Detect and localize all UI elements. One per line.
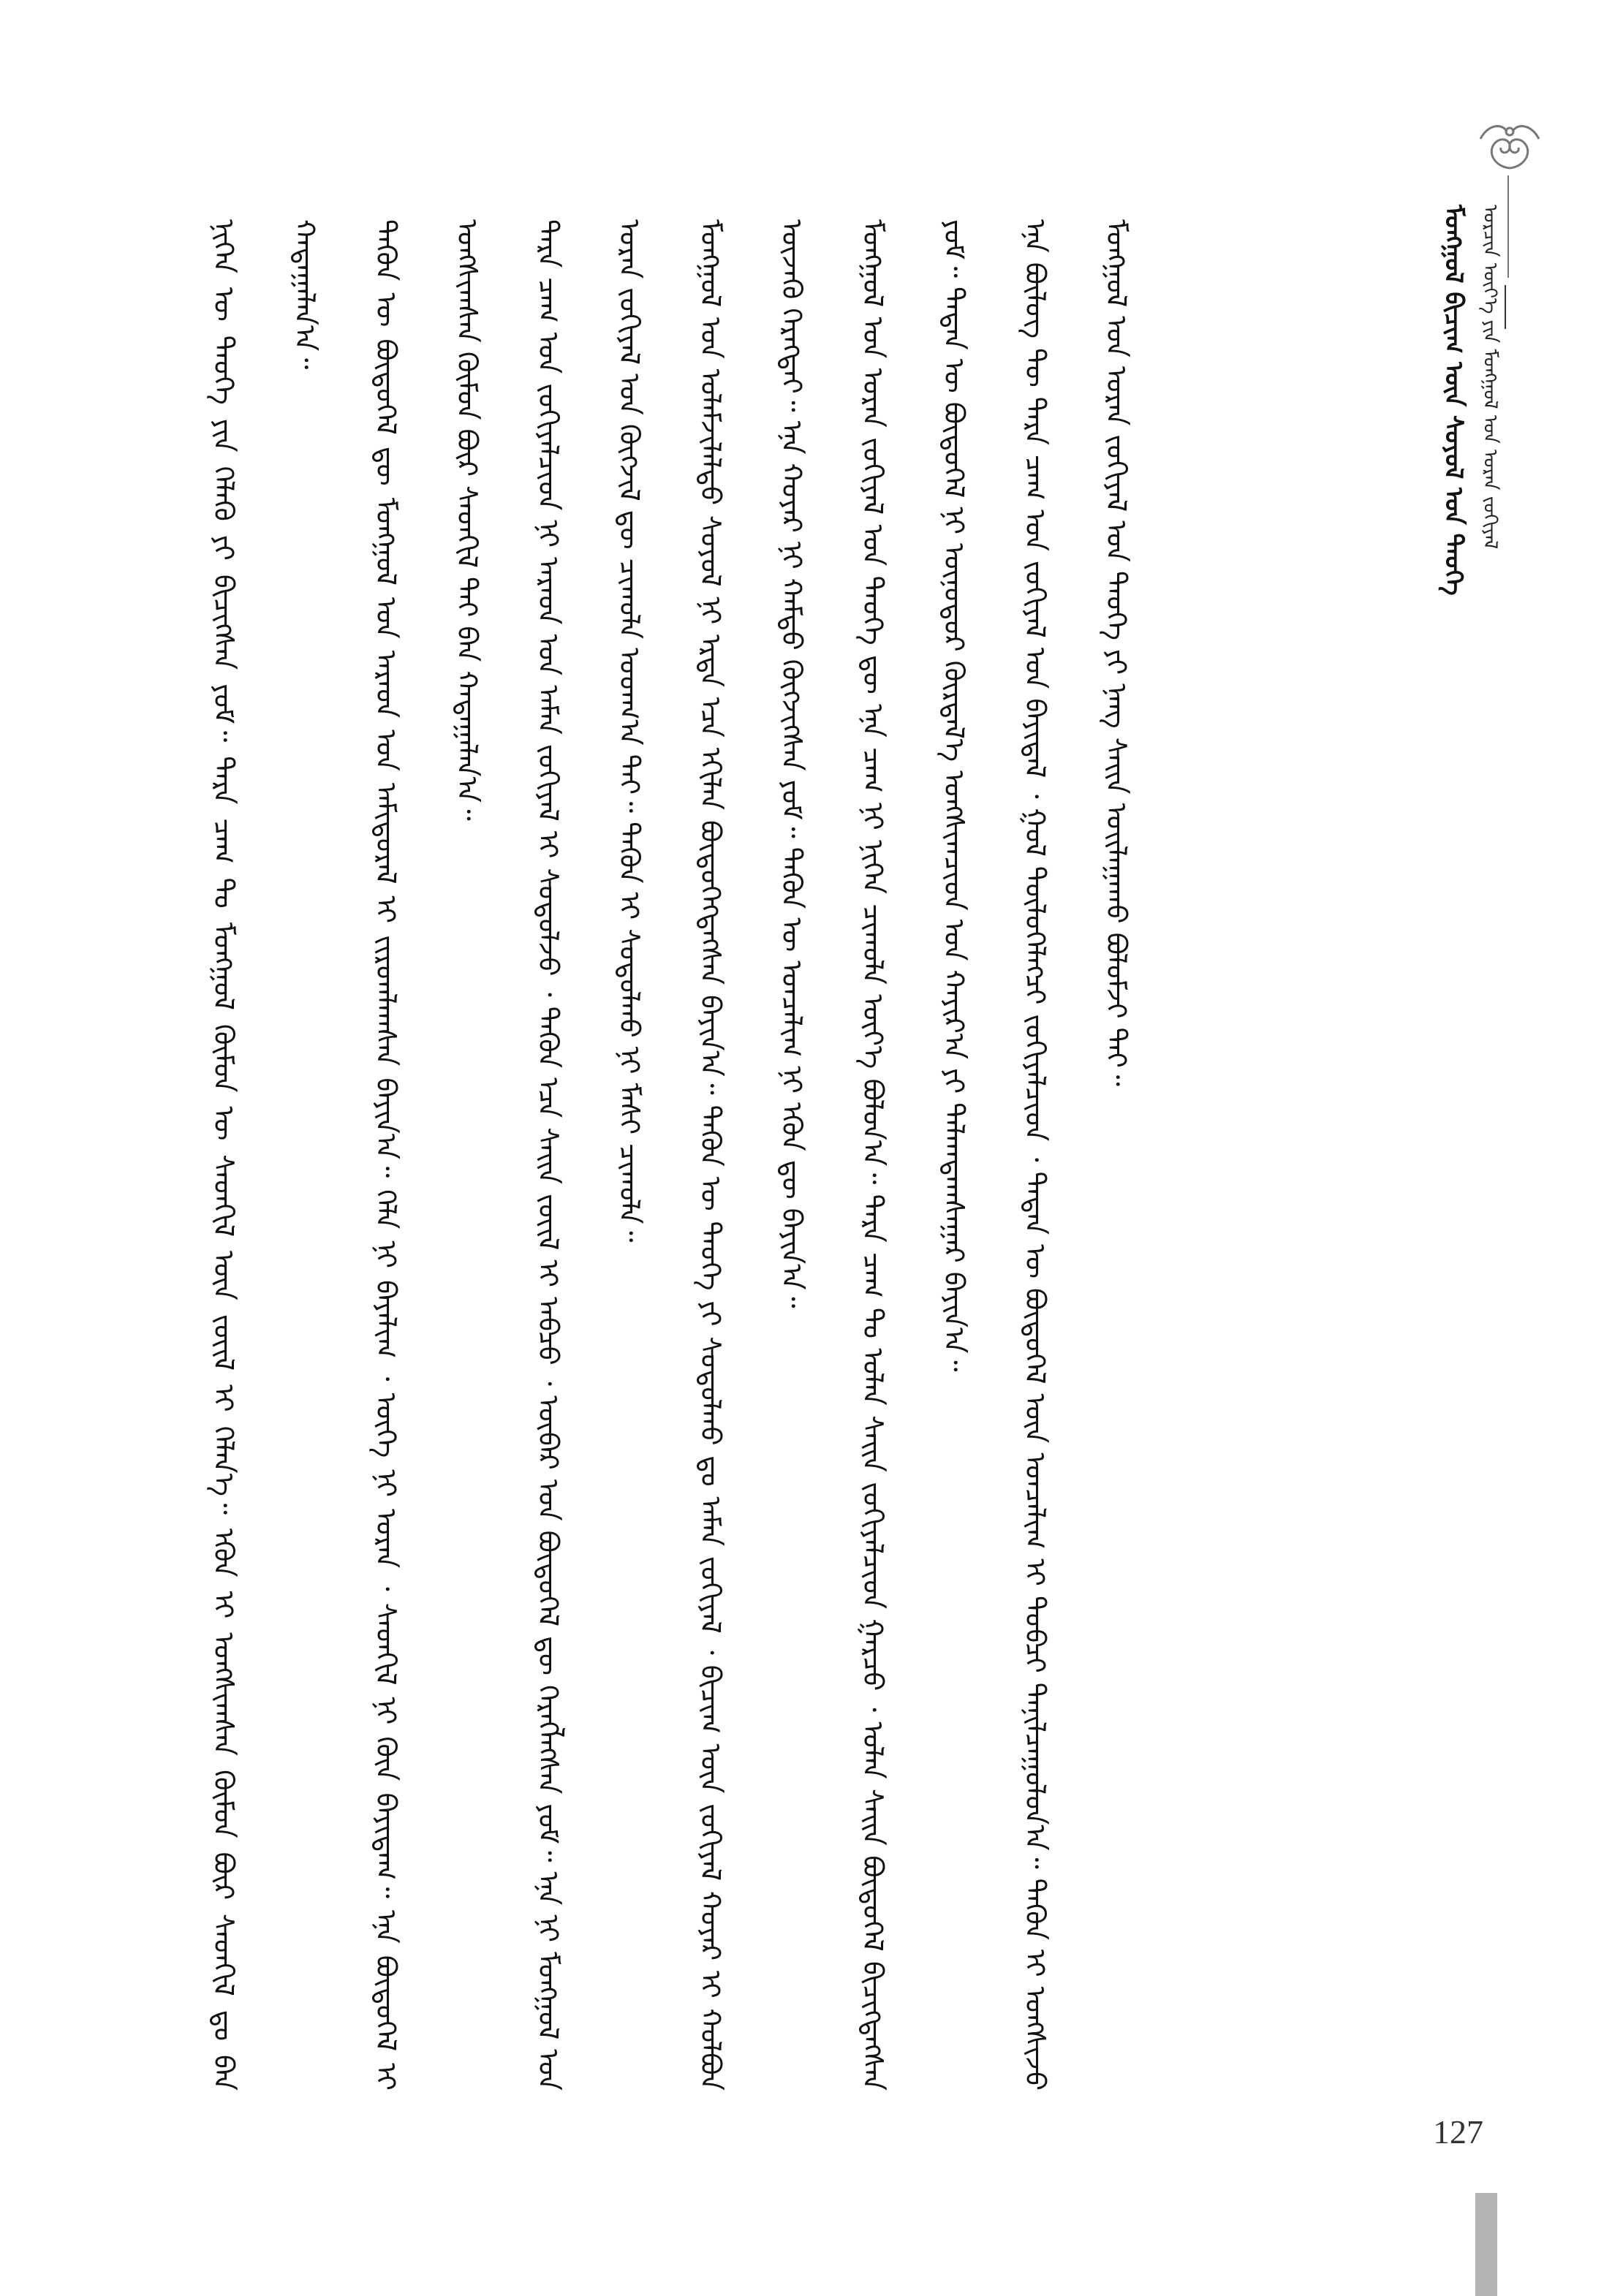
side-tab bbox=[1475, 2193, 1497, 2296]
header-ornament-icon bbox=[1466, 110, 1554, 175]
paragraph-1: ᠨᠢᠭᠡᠨ ᠦ ᠲᠡᠦᠬᠡ ᠶᠢᠨ ᠬᠡᠯᠡᠬᠦ ᠶᠢ ᠪᠢᠴᠢᠭᠰᠡᠨ ᠶᠤᠮ᠃ ᠲᠡᠷᠡ ᠴᠠᠭ ᠲᠤ ᠮᠣᠩᠭᠣᠯ ᠬᠦᠮᠦᠨ ᠦ ᠰᠡᠳᠬᠢᠯ ᠦᠨ ᠵᠦᠢᠯ ᠢ ᠬᠡᠯᠡᠨ᠎ᠡ᠃ ᠡᠭᠦᠨ ᠢ ᠤᠩᠰᠢᠭᠰᠠᠨ ᠬᠦᠮᠦᠨ ᠪᠦᠷ ᠰᠡᠳᠬᠢᠯ ᠳᠤ ᠪᠠᠨ ᠬᠠᠳᠠᠭᠠᠯᠠᠨ᠎ᠠ᠃ bbox=[208, 219, 321, 2091]
paragraph-4: ᠮᠣᠩᠭᠣᠯ ᠤᠨ ᠤᠯᠠᠮᠵᠢᠯᠠᠯᠲᠤ ᠰᠣᠶᠣᠯ ᠨᠢ ᠡᠷᠲᠡ ᠡᠴᠡ ᠡᠬᠢᠯᠡᠨ ᠪᠦᠲᠦᠭᠡᠭᠳᠡᠭᠰᠡᠨ ᠪᠠᠶᠢᠨ᠎ᠠ᠃ ᠲᠡᠭᠦᠨ ᠦ ᠲᠡᠦᠬᠡ ᠶᠢ ᠰᠤᠳᠤᠯᠬᠤ ᠳᠤ ᠠᠮᠠᠨ ᠵᠣᠬᠢᠶᠠᠯ ᠂ ᠪᠢᠴᠢᠭ᠋ ᠦᠨ ᠵᠣᠬᠢᠶᠠᠯ ᠬᠣᠶᠠᠷ ᠢ ᠬᠣᠯᠪᠣᠨ ᠦᠵᠡᠬᠦ ᠬᠡᠷᠡᠭᠲᠡᠢ᠃ ᠡᠨᠡ ᠬᠣᠶᠠᠷ ᠨᠢ ᠬᠠᠮᠲᠤ ᠬᠥᠭᠵᠢᠭᠰᠡᠨ ᠶᠤᠮ᠃ ᠲᠡᠭᠦᠨ ᠦ ᠣᠨᠴᠠᠯᠢᠭ ᠨᠢ ᠡᠭᠦᠨ ᠳᠦ ᠪᠠᠶᠢᠨ᠎ᠠ᠃ bbox=[695, 219, 808, 2091]
paragraph-2: ᠲᠡᠭᠦᠨ ᠦ ᠪᠦᠲᠦᠭᠡᠯ ᠳᠦ ᠮᠣᠩᠭᠣᠯ ᠤᠨ ᠠᠷᠠᠳ ᠤᠨ ᠠᠮᠢᠳᠤᠷᠠᠯ ᠢ ᠵᠢᠷᠤᠭᠯᠠᠭᠰᠠᠨ ᠪᠠᠶᠢᠨ᠎ᠠ᠃ ᠬᠡᠯᠡ ᠨᠢ ᠪᠠᠶᠠᠯᠢᠭ ᠂ ᠦᠭᠡ ᠨᠢ ᠤᠷᠠᠨ ᠂ ᠰᠡᠳᠬᠢᠯ ᠨᠢ ᠭᠦᠨ ᠪᠠᠶᠢᠳᠠᠭ᠃ ᠡᠨᠡ ᠪᠦᠲᠦᠭᠡᠯ ᠢ ᠤᠩᠰᠢᠭᠰᠠᠨ ᠬᠦᠮᠦᠨ ᠪᠦᠷ ᠰᠡᠳᠬᠢᠯ ᠲᠠᠢ ᠪᠠᠨ ᠬᠠᠳᠠᠭᠠᠯᠠᠨ᠎ᠠ᠃ bbox=[370, 219, 483, 2091]
paragraph-5: ᠮᠣᠩᠭᠣᠯ ᠤᠨ ᠤᠷᠠᠨ ᠵᠣᠬᠢᠶᠠᠯ ᠤᠨ ᠲᠡᠦᠬᠡ ᠳᠦ ᠡᠨᠡ ᠴᠠᠭ ᠨᠢ ᠨᠢᠭᠡᠨ ᠴᠢᠬᠤᠯᠠ ᠦᠶ᠎ᠡ ᠪᠣᠯᠣᠨ᠎ᠠ᠃ ᠲᠡᠷᠡ ᠴᠠᠭ ᠲᠤ ᠣᠯᠠᠨ ᠰᠠᠢᠨ ᠵᠣᠬᠢᠶᠠᠯᠴᠢᠳ ᠭᠠᠷᠴᠤ ᠂ ᠣᠯᠠᠨ ᠰᠠᠢᠨ ᠪᠦᠲᠦᠭᠡᠯ ᠪᠢᠴᠢᠭᠳᠡᠭᠰᠡᠨ ᠶᠤᠮ᠃ ᠲᠡᠳᠡᠨ ᠦ ᠪᠦᠲᠦᠭᠡᠯ ᠨᠢ ᠥᠨᠥᠳᠦᠷ ᠬᠦᠷᠲᠡᠯ᠎ᠡ ᠤᠩᠰᠢᠭᠴᠢᠳ ᠤᠨ ᠬᠠᠶᠢᠷ᠎ᠠ ᠶᠢ ᠲᠠᠯᠠᠭᠳᠠᠭᠰᠠᠭᠠᠷ ᠪᠠᠶᠢᠨ᠎ᠠ᠃ bbox=[857, 219, 970, 2091]
running-head-subtitle: ᠣᠷᠴᠢᠨ ᠦᠶ᠎ᠡ ᠶᠢᠨ ᠮᠣᠩᠭᠣᠯ ᠤᠨ ᠤᠷᠠᠨ ᠵᠣᠬᠢᠶᠠᠯ bbox=[1479, 205, 1501, 550]
page-number: 127 bbox=[1433, 2113, 1483, 2151]
running-head-title: ᠮᠣᠩᠭᠣᠯ ᠪᠢᠴᠢᠭ᠋ ᠦᠨ ᠰᠣᠶᠣᠯ ᠤᠨ ᠲᠡᠦᠬᠡ bbox=[1439, 205, 1468, 596]
page-body bbox=[183, 219, 1396, 2091]
paragraph-3: ᠲᠡᠷᠡ ᠴᠠᠭ ᠤᠨ ᠵᠣᠬᠢᠶᠠᠯᠴᠢᠳ ᠨᠢ ᠠᠷᠠᠳ ᠤᠨ ᠠᠮᠠᠨ ᠵᠣᠬᠢᠶᠠᠯ ᠢ ᠰᠤᠳᠤᠯᠵᠤ ᠂ ᠲᠡᠭᠦᠨ ᠡᠴᠡ ᠰᠠᠢᠨ ᠵᠦᠢᠯ ᠢ ᠠᠪᠴᠤ ᠂ ᠥᠪᠡᠷ ᠤᠨ ᠪᠦᠲᠦᠭᠡᠯ ᠳᠦ ᠬᠡᠷᠡᠭᠯᠡᠭᠰᠡᠨ ᠶᠤᠮ᠃ ᠡᠨᠡ ᠨᠢ ᠮᠣᠩᠭᠣᠯ ᠤᠨ ᠤᠷᠠᠨ ᠵᠣᠬᠢᠶᠠᠯ ᠤᠨ ᠬᠥᠭᠵᠢᠯ ᠳᠦ ᠴᠢᠬᠤᠯᠠ ᠤᠳᠬ᠎ᠠ ᠲᠠᠢ᠃ ᠲᠡᠭᠦᠨ ᠢ ᠰᠤᠳᠤᠯᠬᠤ ᠨᠢ ᠮᠠᠰᠢ ᠴᠢᠬᠤᠯᠠ᠃ bbox=[532, 219, 646, 2091]
paragraph-6: ᠡᠨᠡ ᠪᠦᠯᠦᠭ ᠲᠦ ᠲᠡᠷᠡ ᠴᠠᠭ ᠤᠨ ᠵᠣᠬᠢᠶᠠᠯ ᠤᠨ ᠪᠠᠶᠢᠳᠠᠯ ᠂ ᠭᠣᠯ ᠲᠥᠯᠦᠭᠡᠯᠡᠭᠴᠢ ᠵᠣᠬᠢᠶᠠᠯᠴᠢᠳ ᠂ ᠲᠡᠳᠡᠨ ᠦ ᠪᠦᠲᠦᠭᠡᠯ ᠦᠨ ᠣᠨᠴᠠᠯᠢᠭ ᠢ ᠲᠣᠪᠴᠢ ᠲᠠᠨᠢᠯᠴᠠᠭᠤᠯᠤᠨ᠎ᠠ᠃ ᠲᠡᠭᠦᠨ ᠢ ᠤᠩᠰᠢᠵᠤ ᠮᠣᠩᠭᠣᠯ ᠤᠨ ᠤᠷᠠᠨ ᠵᠣᠬᠢᠶᠠᠯ ᠤᠨ ᠲᠡᠦᠬᠡ ᠶᠢ ᠨᠡᠩ ᠰᠠᠢᠨ ᠣᠢᠯᠠᠭᠠᠬᠤ ᠪᠣᠯᠤᠮᠵᠢ ᠲᠠᠢ᠃ bbox=[1019, 219, 1132, 2091]
running-head bbox=[1433, 205, 1513, 1082]
